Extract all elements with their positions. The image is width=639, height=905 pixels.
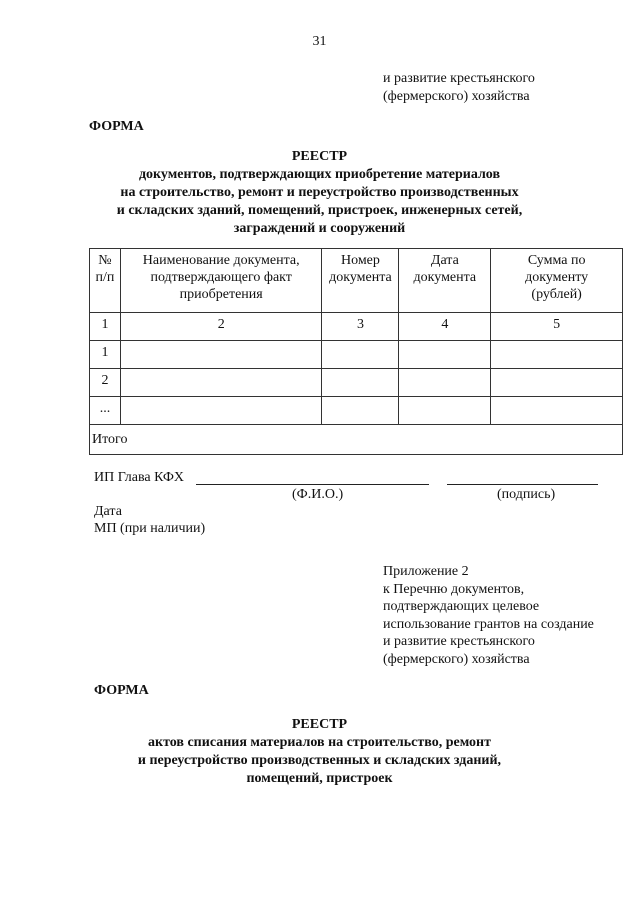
table-cell: 4 <box>399 313 491 341</box>
title-line: на строительство, ремонт и переустройство производственных <box>120 185 519 200</box>
title-line: и складских зданий, помещений, пристроек, инженерных сетей, <box>116 203 523 218</box>
fio-line[interactable] <box>196 484 429 485</box>
title-line: документов, подтверждающих приобретение материалов <box>138 167 501 182</box>
form-label: ФОРМА <box>94 683 149 698</box>
table-header-row <box>90 249 623 313</box>
table-cell <box>399 341 491 369</box>
total-label: Итого <box>90 425 623 455</box>
header-cell-number: № п/п <box>90 249 121 313</box>
page-number: 31 <box>312 34 327 49</box>
table-cell <box>120 397 322 425</box>
date-label: Дата <box>94 504 122 519</box>
appendix-line: подтверждающих целевое <box>383 599 540 614</box>
stamp-label: МП (при наличии) <box>94 521 206 536</box>
table-cell <box>491 397 623 425</box>
appendix-line: к Перечню документов, <box>383 581 525 597</box>
table-cell: ... <box>90 397 121 425</box>
table-cell: 2 <box>90 369 121 397</box>
table-cell <box>322 341 399 369</box>
table-cell: 3 <box>322 313 399 341</box>
table-row <box>90 369 623 397</box>
header-cell-document-number: Номер документа <box>322 249 399 313</box>
form-label: ФОРМА <box>89 119 144 134</box>
title-line: актов списания материалов на строительство, ремонт <box>148 735 491 750</box>
appendix-line: использование грантов на создание <box>383 616 594 632</box>
table-numbering-row <box>90 313 623 341</box>
top-note-line: (фермерского) хозяйства <box>383 88 530 104</box>
table-cell <box>322 369 399 397</box>
top-note-line: и развитие крестьянского <box>383 71 535 86</box>
table-cell <box>120 341 322 369</box>
form-title <box>0 148 639 238</box>
table-cell <box>491 369 623 397</box>
appendix-line: Приложение 2 <box>383 564 469 579</box>
top-note <box>383 70 535 105</box>
table-cell: 5 <box>491 313 623 341</box>
title-heading: РЕЕСТР <box>291 149 348 164</box>
table-cell: 1 <box>90 341 121 369</box>
header-cell-document-name: Наименование документа, подтверждающего факт приобретения <box>120 249 322 313</box>
form-title <box>0 716 639 788</box>
table-cell <box>322 397 399 425</box>
table-cell <box>399 397 491 425</box>
title-line: и переустройство производственных и складских зданий, <box>137 753 502 768</box>
appendix-line: и развитие крестьянского <box>383 634 535 649</box>
title-line: заграждений и сооружений <box>233 221 406 236</box>
header-cell-document-date: Дата документа <box>399 249 491 313</box>
table-cell <box>399 369 491 397</box>
head-label: ИП Глава КФХ <box>94 470 184 485</box>
register-table <box>89 248 623 455</box>
signature-caption: (подпись) <box>497 487 556 502</box>
title-line: помещений, пристроек <box>246 771 393 786</box>
table-cell: 1 <box>90 313 121 341</box>
fio-caption: (Ф.И.О.) <box>292 487 344 502</box>
table-row <box>90 397 623 425</box>
table-cell <box>491 341 623 369</box>
table-cell <box>120 369 322 397</box>
appendix-heading <box>383 563 594 668</box>
signature-line[interactable] <box>447 484 598 485</box>
table-total-row <box>90 425 623 455</box>
table-cell: 2 <box>120 313 322 341</box>
table-row <box>90 341 623 369</box>
header-cell-amount: Сумма по документу (рублей) <box>491 249 623 313</box>
appendix-line: (фермерского) хозяйства <box>383 651 530 667</box>
title-heading: РЕЕСТР <box>291 717 348 732</box>
